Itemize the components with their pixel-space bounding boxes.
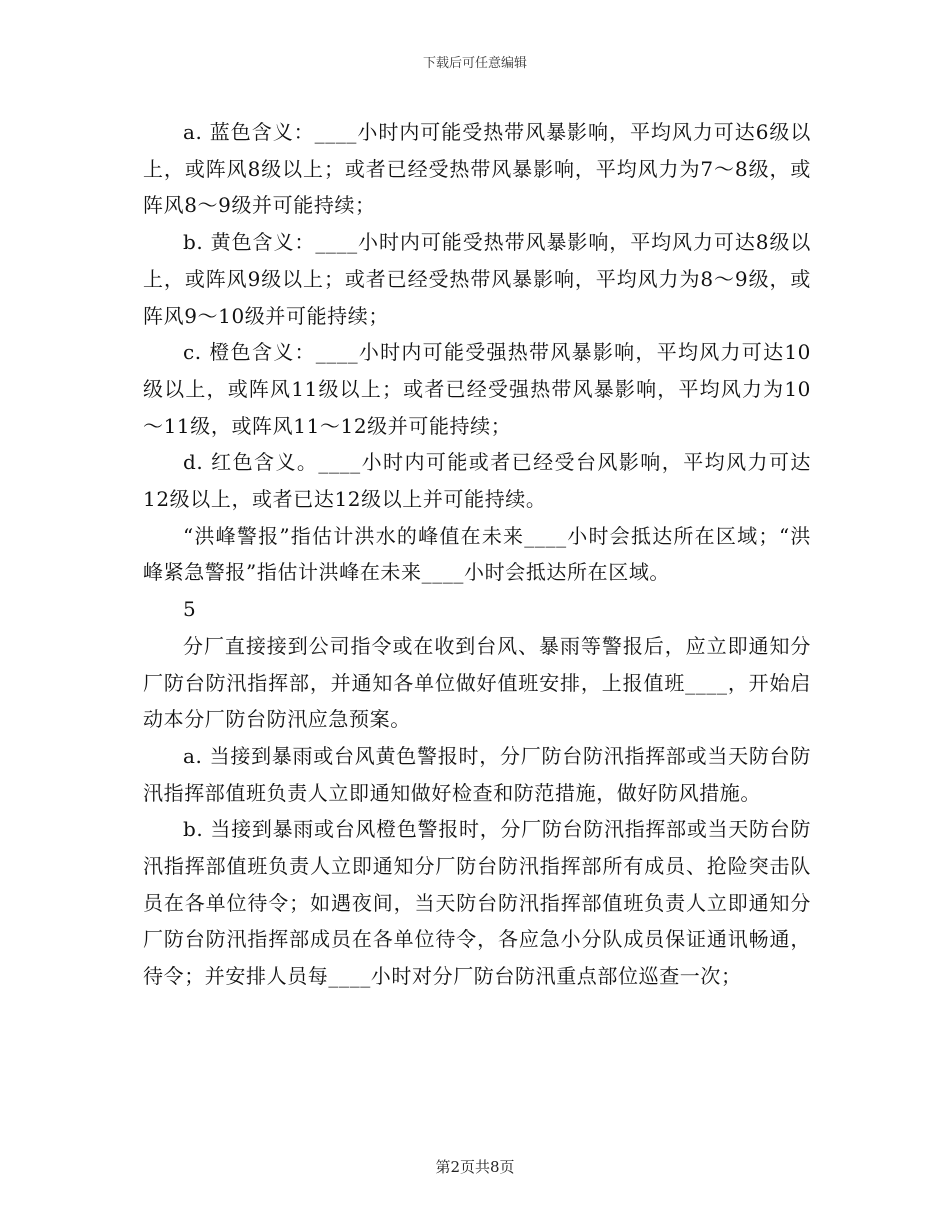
page-header: 下载后可任意编辑 [422, 56, 527, 71]
paragraph-flood-peak-warning: “洪峰警报”指估计洪水的峰值在未来____小时会抵达所在区域；“洪峰紧急警报”指估计洪峰在未来____小时会抵达所在区域。 [143, 523, 811, 585]
paragraph-red-warning: d. 红色含义。____小时内可能或者已经受台风影响，平均风力可达12级以上，或者已达12级以上并可能持续。 [143, 450, 811, 512]
document-body [143, 114, 811, 995]
paragraph-orange-warning: c. 橙色含义：____小时内可能受强热带风暴影响，平均风力可达10级以上，或阵风11级以上；或者已经受强热带风暴影响，平均风力为10～11级，或阵风11～12级并可能持续； [143, 340, 811, 438]
paragraph-blue-warning: a. 蓝色含义：____小时内可能受热带风暴影响，平均风力可达6级以上，或阵风8级以上；或者已经受热带风暴影响，平均风力为7～8级，或阵风8～9级并可能持续； [143, 120, 811, 218]
section-number: 5 [183, 597, 197, 622]
paragraph-response-start: 分厂直接接到公司指令或在收到台风、暴雨等警报后，应立即通知分厂防台防汛指挥部，并通知各单位做好值班安排，上报值班____，开始启动本分厂防台防汛应急预案。 [143, 633, 811, 732]
paragraph-orange-response: b. 当接到暴雨或台风橙色警报时，分厂防台防汛指挥部或当天防台防汛指挥部值班负责人立即通知分厂防台防汛指挥部所有成员、抢险突击队员在各单位待令；如遇夜间，当天防台防汛指挥部值班负责人立即通知分厂防台防汛指挥部成员在各单位待令，各应急小分队成员保证通讯畅通，待令；并安排人员每____小时对分厂防台防汛重点部位巡查一次； [143, 817, 811, 989]
paragraph-yellow-warning: b. 黄色含义：____小时内可能受热带风暴影响，平均风力可达8级以上，或阵风9级以上；或者已经受热带风暴影响，平均风力为8～9级，或阵风9～10级并可能持续； [143, 230, 811, 328]
paragraph-yellow-response: a. 当接到暴雨或台风黄色警报时，分厂防台防汛指挥部或当天防台防汛指挥部值班负责人立即通知做好检查和防范措施，做好防风措施。 [143, 743, 811, 805]
page-footer: 第2页共8页 [435, 1158, 515, 1176]
